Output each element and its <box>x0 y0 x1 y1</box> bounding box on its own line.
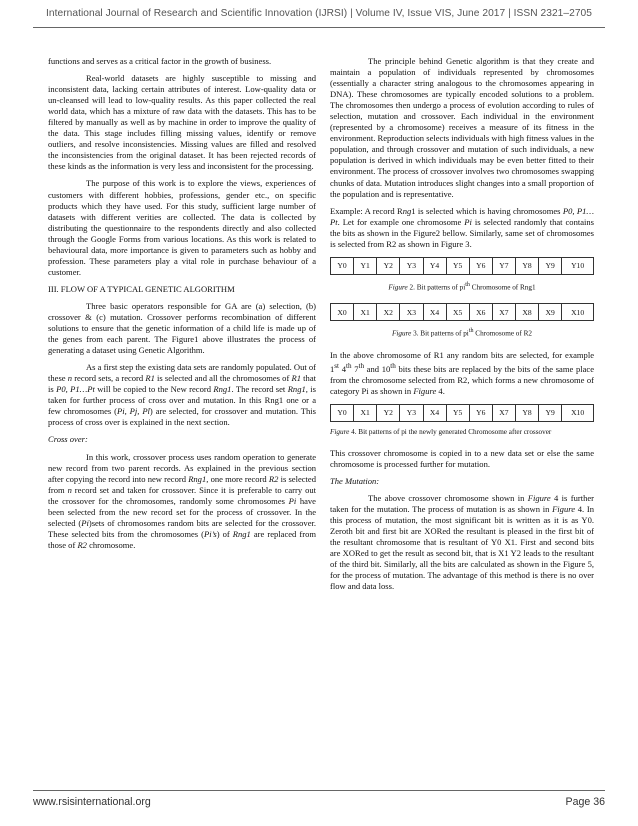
bit-cell: X4 <box>423 404 446 421</box>
page-number: Page 36 <box>565 796 605 808</box>
left-column <box>48 56 316 557</box>
bit-cell: Y6 <box>469 257 492 274</box>
bit-cell: Y4 <box>423 257 446 274</box>
bit-cell: X0 <box>331 304 354 321</box>
journal-header: International Journal of Research and Scientific Innovation (IJRSI) | Volume IV, Issue VIS, June 2017 | ISSN 2321–2705 <box>46 8 592 19</box>
bit-table-crossover <box>330 404 594 422</box>
bit-cell: X4 <box>423 304 446 321</box>
bit-cell: Y9 <box>539 257 562 274</box>
right-column <box>330 56 594 598</box>
figure-caption: Figure 4. Bit patterns of pi the newly generated Chromosome after crossover <box>330 427 552 436</box>
bit-cell: X7 <box>492 304 515 321</box>
bit-cell: Y5 <box>446 404 469 421</box>
bit-cell: X8 <box>516 304 539 321</box>
paragraph: The principle behind Genetic algorithm is that they create and maintain a population of individuals represented by chromosomes (essentially a character string analogous to the chromosomes appearing in DNA). These chromosomes are typically encoded solutions to a problem. The chromosomes then undergo a process of evolution according to rules of selection, mutation and crossover. Each individual in the environment (represented by a chromosome) receives a measure of its fitness in the environment. Reproduction selects individuals with high fitness values in the population, and through crossover and mutation of such individuals, a new population is derived in which individuals may be even better fitted to their environment. The process of crossover involves two chromosomes swapping chunks of data. Mutation introduces slight changes into a small proportion of the population and is representative. <box>330 56 594 199</box>
paragraph: In the above chromosome of R1 any random bits are selected, for example 1st 4th 7th and 10th bits these bits are replaced by the bits of the same place from the chromosome selected from R2, which forms a new chromosome of category Pi as shown in Figure 4. <box>330 349 594 396</box>
paragraph: The purpose of this work is to explore the views, experiences of customers with different hobbies, professions, gender etc., on specific products which they have used. For this study, sufficient large number of datasets with different verities are collected. The data is collected by distributing the questionnaire to the respondents directly and also collected through the Google Forms from various locations. As this work is related to behavioural data, more importance is given to parameters such as hobby and profession. These parameters play a vital role in purchase behaviour of a customer. <box>48 178 316 277</box>
paragraph: This crossover chromosome is copied in to a new data set or else the same chromosome is processed further for mutation. <box>330 447 594 469</box>
bit-cell: Y6 <box>469 404 492 421</box>
bit-cell: X6 <box>469 304 492 321</box>
bit-cell: X1 <box>354 304 377 321</box>
paragraph: Example: A record Rng1 is selected which is having chromosomes P0, P1…Pt. Let for example one chromosome Pi is selected randomly that contains the bits as shown in the Figure2 bellow. Similarly, same set of chromosomes is selected from R2 as shown in Figure 3. <box>330 205 594 249</box>
figure-caption: Figure 2. Bit patterns of $pi^{th}$ Chromosome of Rng1 <box>388 281 536 292</box>
bit-cell: X3 <box>400 304 423 321</box>
figure-caption: Figure 3. Bit patterns of $pi^{th}$ Chromosome of R2 <box>392 328 532 338</box>
bit-cell: X5 <box>446 304 469 321</box>
bit-cell: X2 <box>377 304 400 321</box>
paragraph: The above crossover chromosome shown in Figure 4 is further taken for the mutation. The process of mutation is as shown in Figure 4. In this process of mutation, the most significant bit is written as it is as Y0. Zeroth bit and first bit are XORed the resultant is pleased in the first bit of the resultant chromosome that is resultant of Y0 X1. First and second bits are XORed to get the result as second bit, that is X1 Y2 leads to the resultant of the third bit. Similarly, all the bits are calculated as shown in the Figure 5, for the process of mutation. The advantage of this method is there is no over flow and data loss. <box>330 492 594 592</box>
section-heading: III. FLOW OF A TYPICAL GENETIC ALGORITHM <box>48 283 235 294</box>
bit-cell: Y1 <box>354 257 377 274</box>
footer-rule <box>33 790 605 791</box>
bit-cell: X10 <box>562 304 594 321</box>
bit-cell: Y8 <box>516 404 539 421</box>
paragraph: functions and serves as a critical factor in the growth of business. <box>48 56 272 66</box>
bit-table-rng1 <box>330 257 594 275</box>
bit-cell: Y2 <box>377 257 400 274</box>
bit-cell: X1 <box>354 404 377 421</box>
bit-cell: X10 <box>562 404 594 421</box>
paragraph: Real-world datasets are highly susceptible to missing and inconsistent data, lacking certain attributes of interest. Low-quality data or un-cleansed will lead to low-quality results. As this paper collected the real world data, which has a mixture of raw data with the datasets. This has to be filtered by manually as well as by machine in order to improve the quality of the data. This stage includes filling missing values, identify or remove outliers, and resolve inconsistencies. Missing values are filled and resolved the inconsistencies from the original dataset. It has been rejected records of these kinds as the information is very less and inconsistent for the processing. <box>48 73 316 172</box>
bit-cell: Y5 <box>446 257 469 274</box>
paragraph: In this work, crossover process uses random operation to generate new record from two parent records. As explained in the previous section after copying the record into new record Rng1, one more record R2 is selected from n record set and taken for crossover. Since it is preferable to carry out the crossover for the chromosomes, randomly some chromosomes Pi have been selected from the new record set for the process of crossover. In the selected (Pi)sets of chromosomes random bits are selected for the crossover. These selected bits from the chromosomes (Pi’s) of Rng1 are replaced from those of R2 chromosome. <box>48 451 317 550</box>
bit-cell: Y7 <box>492 257 515 274</box>
bit-cell: X9 <box>539 304 562 321</box>
bit-cell: Y0 <box>331 404 354 421</box>
paragraph: As a first step the existing data sets are randomly populated. Out of these n record sets, a record R1 is selected and all the chromosomes of R1 that is P0, P1…Pt will be copied to the New record Rng1. The record set Rng1, is taken for further process of cross over and mutation. In this Rng1 one or a few chromosomes (Pi, Pj, Pl) are selected, for crossover and mutation. This process of cross over is explained in the next section. <box>48 362 317 428</box>
subsection-heading: The Mutation: <box>330 475 380 486</box>
subsection-heading: Cross over: <box>48 434 88 445</box>
bit-cell: Y2 <box>377 404 400 421</box>
header-rule <box>33 27 605 28</box>
bit-cell: Y3 <box>400 404 423 421</box>
bit-table-r2 <box>330 303 594 321</box>
bit-cell: X7 <box>492 404 515 421</box>
bit-cell: Y3 <box>400 257 423 274</box>
bit-cell: Y10 <box>562 257 594 274</box>
paragraph: Three basic operators responsible for GA are (a) selection, (b) crossover & (c) mutation. Crossover performs recombination of different solutions to ensure that the genetic information of a child life is made up of the genes from each parent. The Figure1 above illustrates the process of generating a dataset using Genetic Algorithm. <box>48 300 316 356</box>
bit-cell: Y8 <box>516 257 539 274</box>
footer-url: www.rsisinternational.org <box>33 796 151 808</box>
bit-cell: Y0 <box>331 257 354 274</box>
bit-cell: Y9 <box>539 404 562 421</box>
